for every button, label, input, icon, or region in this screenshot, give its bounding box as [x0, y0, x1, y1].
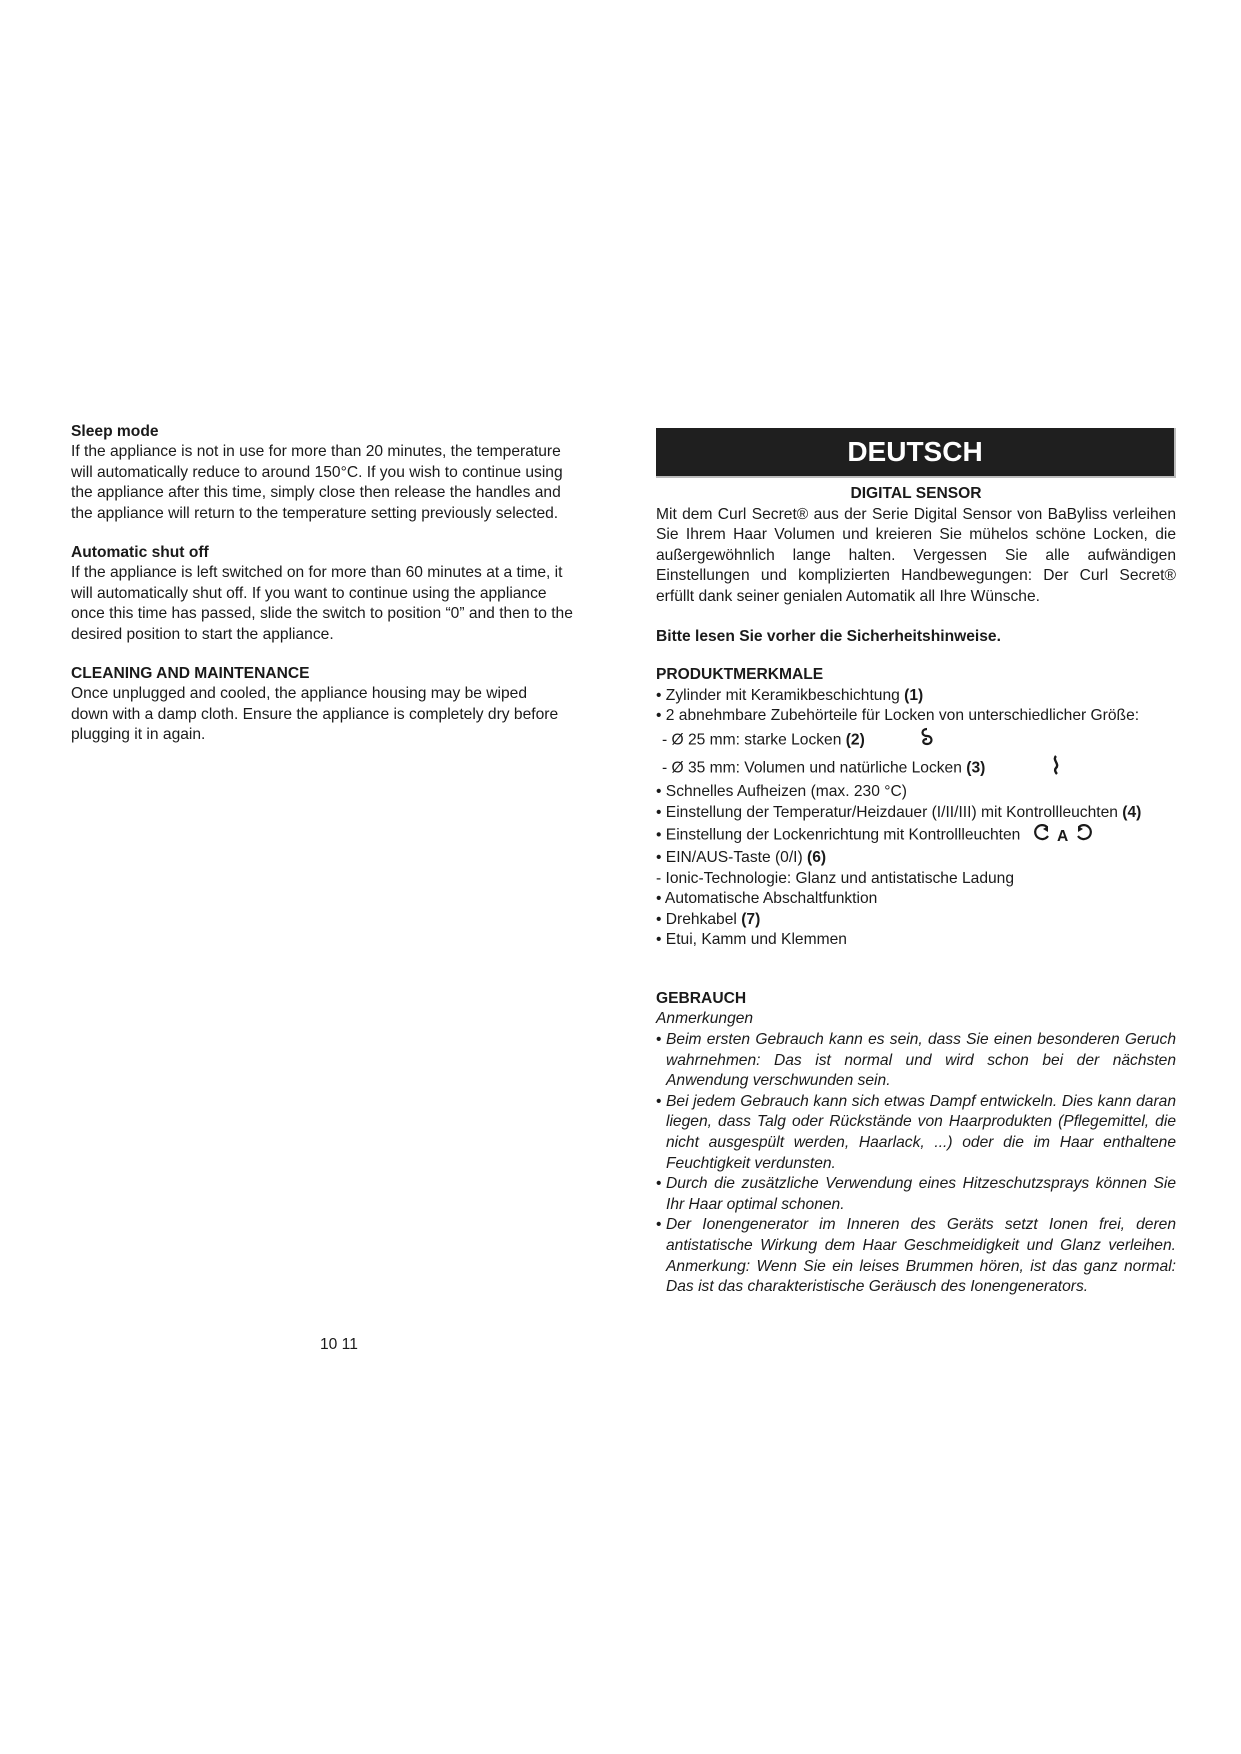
auto-shutoff-line: desired position to start the appliance. [71, 625, 334, 643]
digital-sensor-heading: DIGITAL SENSOR [850, 485, 982, 502]
curl-left-icon [1033, 823, 1053, 841]
sleep-mode-line: will automatically reduce to around 150°C. If you wish to continue using [71, 463, 563, 481]
feature-item: • Einstellung der Temperatur/Heizdauer (I/II/III) mit Kontrollleuchten (4) [656, 803, 1142, 821]
cleaning-line: plugging it in again. [71, 726, 206, 744]
language-banner: DEUTSCH [656, 428, 1176, 478]
page-number: 10 11 [320, 1336, 358, 1353]
english-column [71, 422, 589, 746]
note-item: • Der Ionengenerator im Inneren des Geräts setzt Ionen frei, deren antistatische Wirkung dem Haar Geschmeidigkeit und Glanz verleihen. Anmerkung: Wenn Sie ein leises Brummen hören, ist das ganz normal: Das ist das charakteristische Geräusch des Ionengenerators. [656, 1216, 1176, 1296]
auto-shutoff-heading: Automatic shut off [71, 544, 209, 562]
feature-item: • Schnelles Aufheizen (max. 230 °C) [656, 783, 907, 801]
feature-item: • 2 abnehmbare Zubehörteile für Locken von unterschiedlicher Größe: [656, 707, 1140, 725]
tight-curl-icon [919, 727, 935, 754]
note-item: • Durch die zusätzliche Verwendung eines Hitzeschutzsprays können Sie Ihr Haar optimal schonen. [656, 1175, 1176, 1213]
notes-heading: Anmerkungen [656, 1010, 754, 1028]
feature-item: - Ionic-Technologie: Glanz und antistatische Ladung [656, 869, 1015, 887]
feature-item: - Ø 25 mm: starke Locken (2) [656, 727, 1176, 754]
note-item: • Bei jedem Gebrauch kann sich etwas Dampf entwickeln. Dies kann daran liegen, dass Talg oder Rückstände von Haarprodukten (Pflegemittel, die nicht ausgespült werden, Haarlack, ...) oder die im Haar enthaltene Feuchtigkeit verdunsten. [656, 1092, 1176, 1172]
feature-item: • Zylinder mit Keramikbeschichtung (1) [656, 686, 924, 704]
feature-item: • Einstellung der Lockenrichtung mit Kontrollleuchten A [656, 823, 1176, 848]
features-heading: PRODUKTMERKMALE [656, 666, 824, 684]
note-item: • Beim ersten Gebrauch kann es sein, dass Sie einen besonderen Geruch wahrnehmen: Das ist normal und wird schon bei der nächsten Anwendung verschwunden sein. [656, 1031, 1176, 1090]
auto-shutoff-line: will automatically shut off. If you want to continue using the appliance [71, 584, 547, 602]
cleaning-line: down with a damp cloth. Ensure the appliance is completely dry before [71, 705, 559, 723]
curl-auto-icon: A [1057, 828, 1069, 846]
feature-item: • Drehkabel (7) [656, 910, 761, 928]
cleaning-heading: CLEANING AND MAINTENANCE [71, 665, 310, 683]
sleep-mode-line: the appliance after this time, simply close then release the handles and [71, 484, 561, 502]
usage-heading: GEBRAUCH [656, 989, 747, 1007]
feature-item: • Etui, Kamm und Klemmen [656, 931, 847, 949]
notes-list [656, 1030, 1176, 1298]
cleaning-line: Once unplugged and cooled, the appliance housing may be wiped [71, 685, 528, 703]
feature-item: - Ø 35 mm: Volumen und natürliche Locken (3) [656, 754, 1176, 783]
sleep-mode-line: If the appliance is not in use for more than 20 minutes, the temperature [71, 443, 561, 461]
loose-curl-icon [1050, 754, 1062, 783]
feature-item: • EIN/AUS-Taste (0/I) (6) [656, 848, 827, 866]
safety-notice: Bitte lesen Sie vorher die Sicherheitshinweise. [656, 627, 1001, 645]
curl-right-icon [1073, 823, 1093, 841]
german-column [656, 428, 1176, 1298]
auto-shutoff-line: If the appliance is left switched on for more than 60 minutes at a time, it [71, 564, 563, 582]
curl-direction-icons [1033, 823, 1093, 848]
intro-paragraph: Mit dem Curl Secret® aus der Serie Digital Sensor von BaByliss verleihen Sie Ihrem Haar Volumen und kreieren Sie mühelos schöne Locken, die außergewöhnlich lange halten. Vergessen Sie alle aufwändigen Einstellungen und komplizierten Handbewegungen: Der Curl Secret® erfüllt dank seiner genialen Automatik all Ihre Wünsche. [656, 505, 1176, 605]
sleep-mode-heading: Sleep mode [71, 423, 159, 440]
features-list [656, 686, 1176, 951]
auto-shutoff-line: once this time has passed, slide the switch to position “0” and then to the [71, 605, 573, 623]
feature-item: • Automatische Abschaltfunktion [656, 890, 878, 908]
sleep-mode-line: the appliance will return to the temperature setting previously selected. [71, 504, 559, 522]
